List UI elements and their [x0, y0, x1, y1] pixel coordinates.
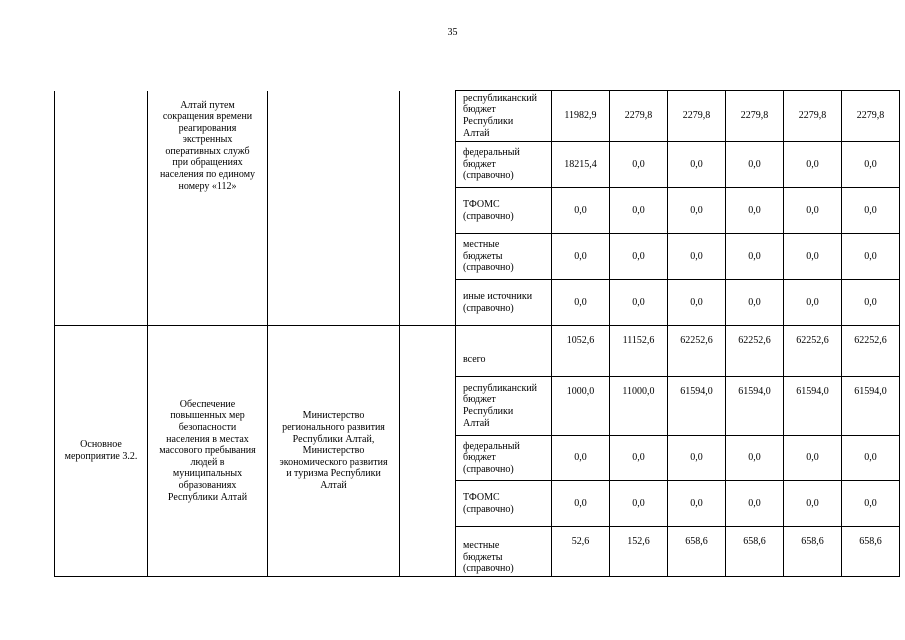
value-cell: 0,0	[552, 188, 610, 234]
value-cell: 0,0	[610, 142, 668, 188]
value-cell: 11982,9	[552, 91, 610, 142]
value-cell: 0,0	[610, 481, 668, 527]
value-cell: 2279,8	[610, 91, 668, 142]
value-cell: 0,0	[668, 481, 726, 527]
value-cell: 1052,6	[552, 326, 610, 377]
value-cell: 52,6	[552, 527, 610, 577]
value-cell: 0,0	[842, 481, 900, 527]
funding-source: федеральный бюджет (справочно)	[456, 142, 552, 188]
value-cell: 0,0	[726, 436, 784, 481]
table-row	[55, 326, 900, 377]
value-cell: 61594,0	[726, 377, 784, 436]
executor-cell: Министерство регионального развития Республики Алтай, Министерство экономического развития и туризма Республики Алтай	[268, 326, 400, 577]
value-cell: 2279,8	[668, 91, 726, 142]
value-cell: 0,0	[552, 481, 610, 527]
description-cell: Алтай путем сокращения времени реагирования экстренных оперативных служб при обращениях населения по единому номеру «112»	[148, 91, 268, 326]
value-cell: 0,0	[784, 234, 842, 280]
funding-source: местные бюджеты (справочно)	[456, 234, 552, 280]
value-cell: 0,0	[726, 188, 784, 234]
value-cell: 658,6	[726, 527, 784, 577]
page-number: 35	[447, 27, 458, 38]
value-cell: 0,0	[552, 280, 610, 326]
value-cell: 0,0	[668, 436, 726, 481]
value-cell: 0,0	[842, 142, 900, 188]
funding-source: ТФОМС (справочно)	[456, 188, 552, 234]
value-cell: 62252,6	[784, 326, 842, 377]
value-cell: 0,0	[726, 481, 784, 527]
value-cell: 0,0	[784, 280, 842, 326]
table-row	[55, 91, 900, 142]
value-cell: 0,0	[610, 436, 668, 481]
value-cell: 0,0	[784, 436, 842, 481]
value-cell: 0,0	[552, 436, 610, 481]
value-cell: 11152,6	[610, 326, 668, 377]
value-cell: 0,0	[668, 280, 726, 326]
value-cell: 1000,0	[552, 377, 610, 436]
value-cell: 0,0	[610, 188, 668, 234]
value-cell: 0,0	[726, 280, 784, 326]
value-cell: 0,0	[842, 280, 900, 326]
value-cell: 2279,8	[726, 91, 784, 142]
value-cell: 0,0	[842, 188, 900, 234]
value-cell: 11000,0	[610, 377, 668, 436]
value-cell: 61594,0	[784, 377, 842, 436]
value-cell: 0,0	[726, 234, 784, 280]
value-cell: 0,0	[610, 234, 668, 280]
value-cell: 0,0	[668, 142, 726, 188]
value-cell: 0,0	[726, 142, 784, 188]
value-cell: 18215,4	[552, 142, 610, 188]
value-cell: 2279,8	[784, 91, 842, 142]
funding-source: республиканский бюджет Республики Алтай	[456, 377, 552, 436]
value-cell: 62252,6	[668, 326, 726, 377]
value-cell: 658,6	[842, 527, 900, 577]
funding-source: федеральный бюджет (справочно)	[456, 436, 552, 481]
funding-source: местные бюджеты (справочно)	[456, 527, 552, 577]
empty-cell	[400, 326, 456, 577]
budget-table	[54, 90, 900, 577]
activity-cell	[55, 91, 148, 326]
value-cell: 0,0	[552, 234, 610, 280]
value-cell: 152,6	[610, 527, 668, 577]
empty-cell	[400, 91, 456, 326]
value-cell: 0,0	[668, 188, 726, 234]
executor-cell	[268, 91, 400, 326]
value-cell: 0,0	[842, 436, 900, 481]
value-cell: 0,0	[668, 234, 726, 280]
value-cell: 0,0	[784, 188, 842, 234]
value-cell: 62252,6	[726, 326, 784, 377]
funding-source: ТФОМС (справочно)	[456, 481, 552, 527]
funding-source: иные источники (справочно)	[456, 280, 552, 326]
value-cell: 62252,6	[842, 326, 900, 377]
value-cell: 658,6	[668, 527, 726, 577]
value-cell: 0,0	[610, 280, 668, 326]
description-cell: Обеспечение повышенных мер безопасности населения в местах массового пребывания людей в муниципальных образованиях Республики Алтай	[148, 326, 268, 577]
value-cell: 0,0	[784, 481, 842, 527]
activity-cell: Основное мероприятие 3.2.	[55, 326, 148, 577]
funding-source: всего	[456, 326, 552, 377]
value-cell: 658,6	[784, 527, 842, 577]
funding-source: республиканский бюджет Республики Алтай	[456, 91, 552, 142]
value-cell: 0,0	[784, 142, 842, 188]
value-cell: 0,0	[842, 234, 900, 280]
value-cell: 2279,8	[842, 91, 900, 142]
value-cell: 61594,0	[842, 377, 900, 436]
value-cell: 61594,0	[668, 377, 726, 436]
